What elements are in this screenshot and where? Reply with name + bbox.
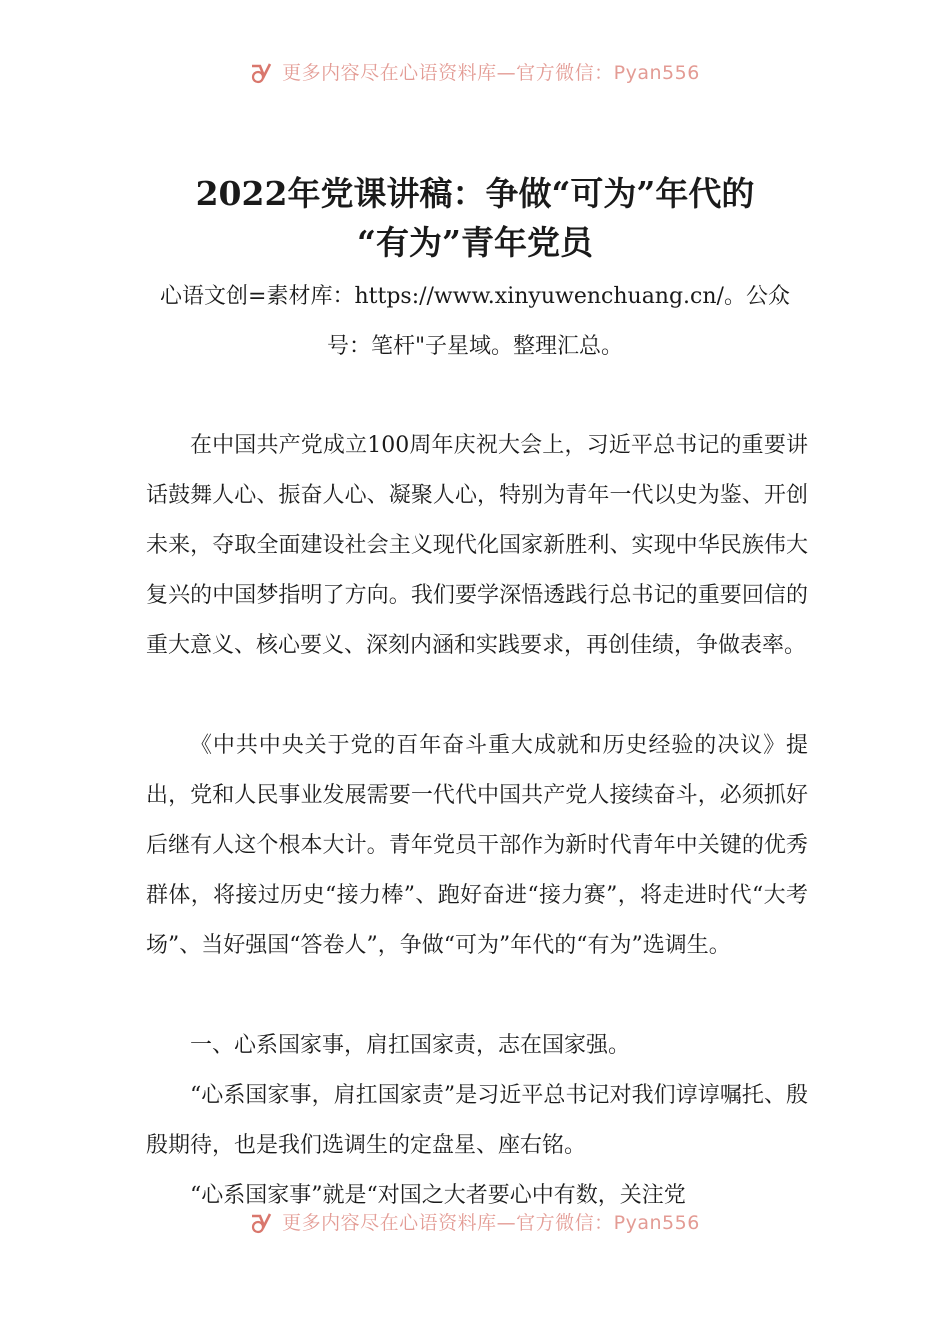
paragraph-2: 《中共中央关于党的百年奋斗重大成就和历史经验的决议》提出，党和人民事业发展需要一代代中国共产党人接续奋斗，必须抓好后继有人这个根本大计。青年党员干部作为新时代青年中关键的优秀群体，将接过历史“接力棒”、跑好奋进“接力赛”，将走进时代“大考场”、当好强国“答卷人”，争做“可为”年代的“有为”选调生。 bbox=[146, 733, 808, 958]
footer-watermark bbox=[0, 1208, 950, 1235]
watermark-logo-icon bbox=[250, 1212, 276, 1234]
section-heading-1: 一、心系国家事，肩扛国家责，志在国家强。 bbox=[190, 1033, 631, 1058]
watermark-logo-icon bbox=[250, 62, 276, 84]
paragraph-4: “心系国家事”就是“对国之大者要心中有数，关注党 bbox=[190, 1183, 686, 1208]
source-note: 心语文创=素材库：https://www.xinyuwenchuang.cn/。公众号：笔杆"子星域。整理汇总。 bbox=[160, 284, 790, 359]
footer-watermark-text: 更多内容尽在心语资料库—官方微信：Pyan556 bbox=[282, 1212, 700, 1234]
header-watermark bbox=[0, 58, 950, 85]
document-title-line-2: “有为”青年党员 bbox=[357, 223, 593, 262]
paragraph-3: “心系国家事，肩扛国家责”是习近平总书记对我们谆谆嘱托、殷殷期待，也是我们选调生的定盘星、座右铭。 bbox=[146, 1083, 808, 1158]
header-watermark-text: 更多内容尽在心语资料库—官方微信：Pyan556 bbox=[282, 62, 700, 84]
paragraph-1: 在中国共产党成立100周年庆祝大会上，习近平总书记的重要讲话鼓舞人心、振奋人心、凝聚人心，特别为青年一代以史为鉴、开创未来，夺取全面建设社会主义现代化国家新胜利、实现中华民族伟大复兴的中国梦指明了方向。我们要学深悟透践行总书记的重要回信的重大意义、核心要义、深刻内涵和实践要求，再创佳绩，争做表率。 bbox=[146, 433, 808, 658]
document-title-line-1: 2022年党课讲稿：争做“可为”年代的 bbox=[195, 174, 755, 213]
